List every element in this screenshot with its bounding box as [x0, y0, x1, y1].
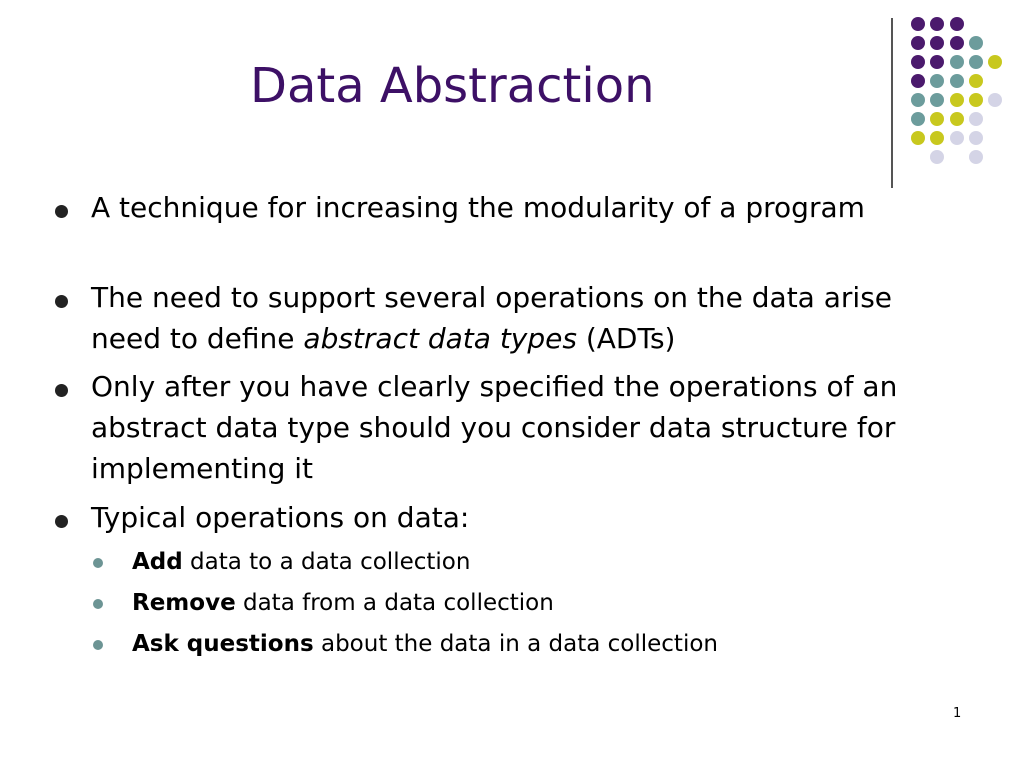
bullet-text: Only after you have clearly specified the operations of an abstract data type should you consider data structure for implementing it: [91, 370, 898, 485]
sub-bullet-bold: Remove: [132, 590, 236, 616]
sub-bullet-marker: [93, 599, 103, 609]
bullet-text: [91, 277, 931, 359]
bullet-text-plain: (ADTs): [576, 322, 676, 355]
page-number: 1: [953, 706, 962, 721]
sub-bullet-bold: Add: [132, 549, 183, 575]
sub-bullet-rest: data to a data collection: [182, 549, 471, 575]
bullet-text: Typical operations on data:: [91, 501, 470, 534]
slide-title: Data Abstraction: [250, 58, 655, 114]
sub-bullet-text: [132, 629, 932, 659]
sub-bullet-marker: [93, 558, 103, 568]
sub-bullet-text: [132, 588, 932, 618]
sub-bullet-bold: Ask questions: [132, 631, 314, 657]
bullet-marker: [55, 384, 68, 397]
bullet-marker: [55, 205, 68, 218]
sub-bullet-marker: [93, 640, 103, 650]
bullet-text: A technique for increasing the modularity of a program: [91, 191, 865, 224]
sub-bullet-text: [132, 547, 932, 577]
bullet-marker: [55, 295, 68, 308]
bullet-marker: [55, 515, 68, 528]
sub-bullet-rest: about the data in a data collection: [313, 631, 718, 657]
bullet-text-italic: abstract data types: [303, 322, 577, 355]
bullet-text-plain: The need to support several operations on the data arise need to define: [91, 281, 893, 355]
sub-bullet-rest: data from a data collection: [235, 590, 554, 616]
